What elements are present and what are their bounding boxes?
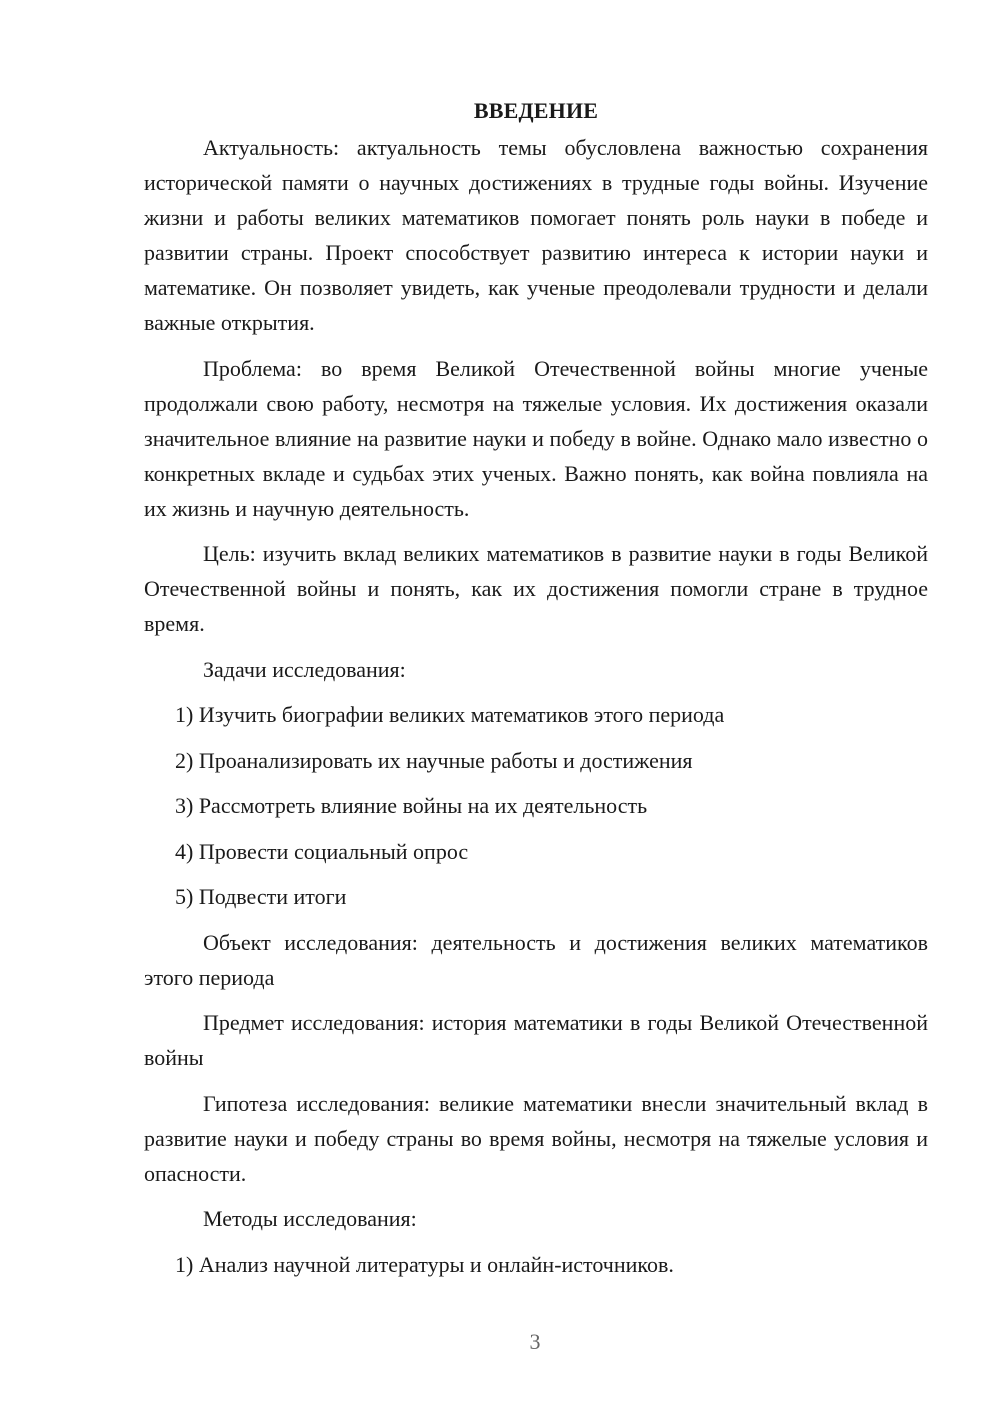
page-number: 3 <box>529 1329 541 1354</box>
paragraph-subject: Предмет исследования: история математики в годы Великой Отечественной войны <box>144 1010 928 1070</box>
section-title: ВВЕДЕНИЕ <box>473 98 599 123</box>
task-item: 5) Подвести итоги <box>175 884 347 909</box>
task-item: 4) Провести социальный опрос <box>175 838 469 864</box>
paragraph-goal: Цель: изучить вклад великих математиков в развитие науки в годы Великой Отечественной войны и понять, как их достижения помогли стране в трудное время. <box>144 541 928 636</box>
tasks-heading: Задачи исследования: <box>203 656 406 682</box>
task-item: 3) Рассмотреть влияние войны на их деятельность <box>175 793 648 818</box>
methods-heading: Методы исследования: <box>203 1206 417 1231</box>
paragraph-problem: Проблема: во время Великой Отечественной войны многие ученые продолжали свою работу, несмотря на тяжелые условия. Их достижения оказали значительное влияние на развитие науки и победу в войне. Однако мало известно о конкретных вкладе и судьбах этих ученых. Важно понять, как война повлияла на их жизнь и научную деятельность. <box>144 355 928 521</box>
task-item: 2) Проанализировать их научные работы и достижения <box>175 747 693 773</box>
method-item: 1) Анализ научной литературы и онлайн-источников. <box>175 1251 674 1277</box>
paragraph-object: Объект исследования: деятельность и достижения великих математиков этого периода <box>144 929 928 990</box>
paragraph-hypothesis: Гипотеза исследования: великие математики внесли значительный вклад в развитие науки и победу страны во время войны, несмотря на тяжелые условия и опасности. <box>144 1090 928 1186</box>
methods-list <box>144 1247 928 1282</box>
task-item: 1) Изучить биографии великих математиков этого периода <box>175 702 725 727</box>
document-page <box>144 94 928 1292</box>
tasks-list <box>144 697 928 914</box>
paragraph-relevance: Актуальность: актуальность темы обусловлена важностью сохранения исторической памяти о научных достижениях в трудные годы войны. Изучение жизни и работы великих математиков помогает понять роль науки в победе и развитии страны. Проект способствует развитию интереса к истории науки и математике. Он позволяет увидеть, как ученые преодолевали трудности и делали важные открытия. <box>144 135 928 335</box>
